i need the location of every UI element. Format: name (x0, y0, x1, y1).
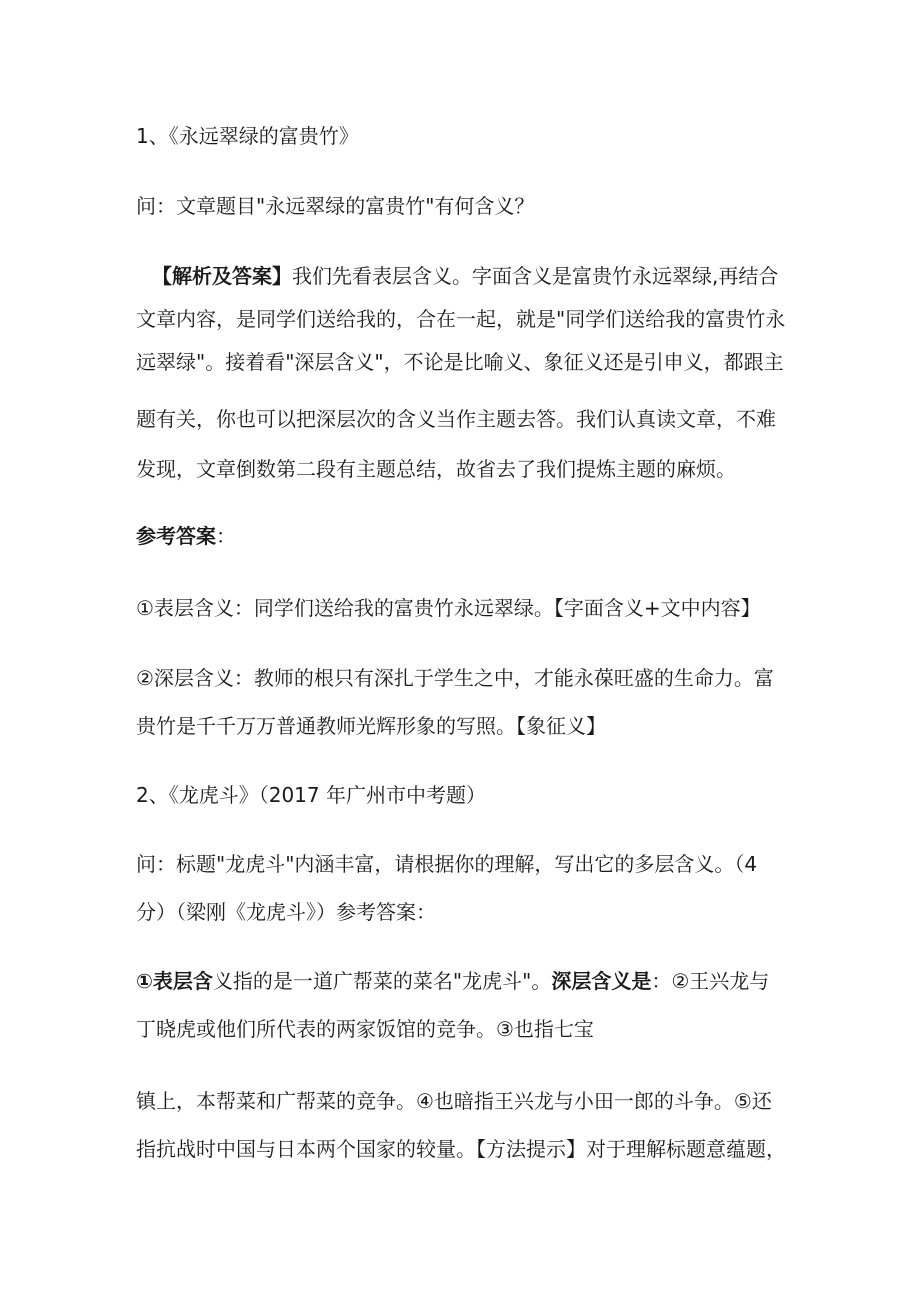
section-1-answer-2-line-1: ②深层含义：教师的根只有深扎于学生之中，才能永葆旺盛的生命力。富 (136, 666, 774, 690)
deep-meaning-label: 深层含义是 (551, 969, 652, 993)
section-1-analysis-line-5: 发现，文章倒数第二段有主题总结，故省去了我们提炼主题的麻烦。 (136, 457, 736, 481)
section-2-answer-line-3: 镇上，本帮菜和广帮菜的竞争。④也暗指王兴龙与小田一郎的斗争。⑤还 (136, 1089, 772, 1113)
section-1-analysis-line-2: 文章内容，是同学们送给我的，合在一起，就是"同学们送给我的富贵竹永 (136, 307, 786, 331)
reference-colon: ： (216, 524, 236, 548)
section-2-answer-line-2: 丁晓虎或他们所代表的两家饭馆的竞争。③也指七宝 (136, 1017, 594, 1041)
analysis-text: 我们先看表层含义。字面含义是富贵竹永远翠绿,再结合 (292, 264, 779, 288)
section-2-question-line-1: 问：标题"龙虎斗"内涵丰富，请根据你的理解，写出它的多层含义。（4 (136, 852, 758, 876)
section-1-answer-2-line-2: 贵竹是千千万万普通教师光辉形象的写照。【象征义】 (136, 714, 606, 738)
surface-meaning-text: 义指的是一道广帮菜的菜名"龙虎斗"。 (212, 969, 552, 993)
reference-label: 参考答案 (136, 524, 216, 548)
section-2-question-line-2: 分）（梁刚《龙虎斗》）参考答案： (136, 900, 436, 924)
section-1-analysis-line-1 (152, 257, 812, 295)
section-1-analysis-line-3: 远翠绿"。接着看"深层含义"，不论是比喻义、象征义还是引申义，都跟主 (136, 350, 784, 374)
section-1-question: 问：文章题目"永远翠绿的富贵竹"有何含义？ (136, 194, 535, 218)
section-2-answer-line-4: 指抗战时中国与日本两个国家的较量。【方法提示】对于理解标题意蕴题， (136, 1137, 786, 1161)
section-1-analysis-line-4: 题有关，你也可以把深层次的含义当作主题去答。我们认真读文章，不难 (136, 407, 776, 431)
section-1-answer-1: ①表层含义：同学们送给我的富贵竹永远翠绿。【字面含义+文中内容】 (136, 596, 761, 620)
analysis-label: 【解析及答案】 (152, 264, 292, 288)
deep-meaning-text: ：②王兴龙与 (651, 969, 770, 993)
section-1-title: 1、《永远翠绿的富贵竹》 (136, 124, 359, 148)
section-2-title: 2、《龙虎斗》（2017 年广州市中考题） (136, 783, 486, 807)
surface-meaning-label: ①表层含 (136, 969, 213, 993)
section-1-reference-heading (136, 517, 796, 555)
section-2-answer-line-1 (136, 962, 796, 1000)
